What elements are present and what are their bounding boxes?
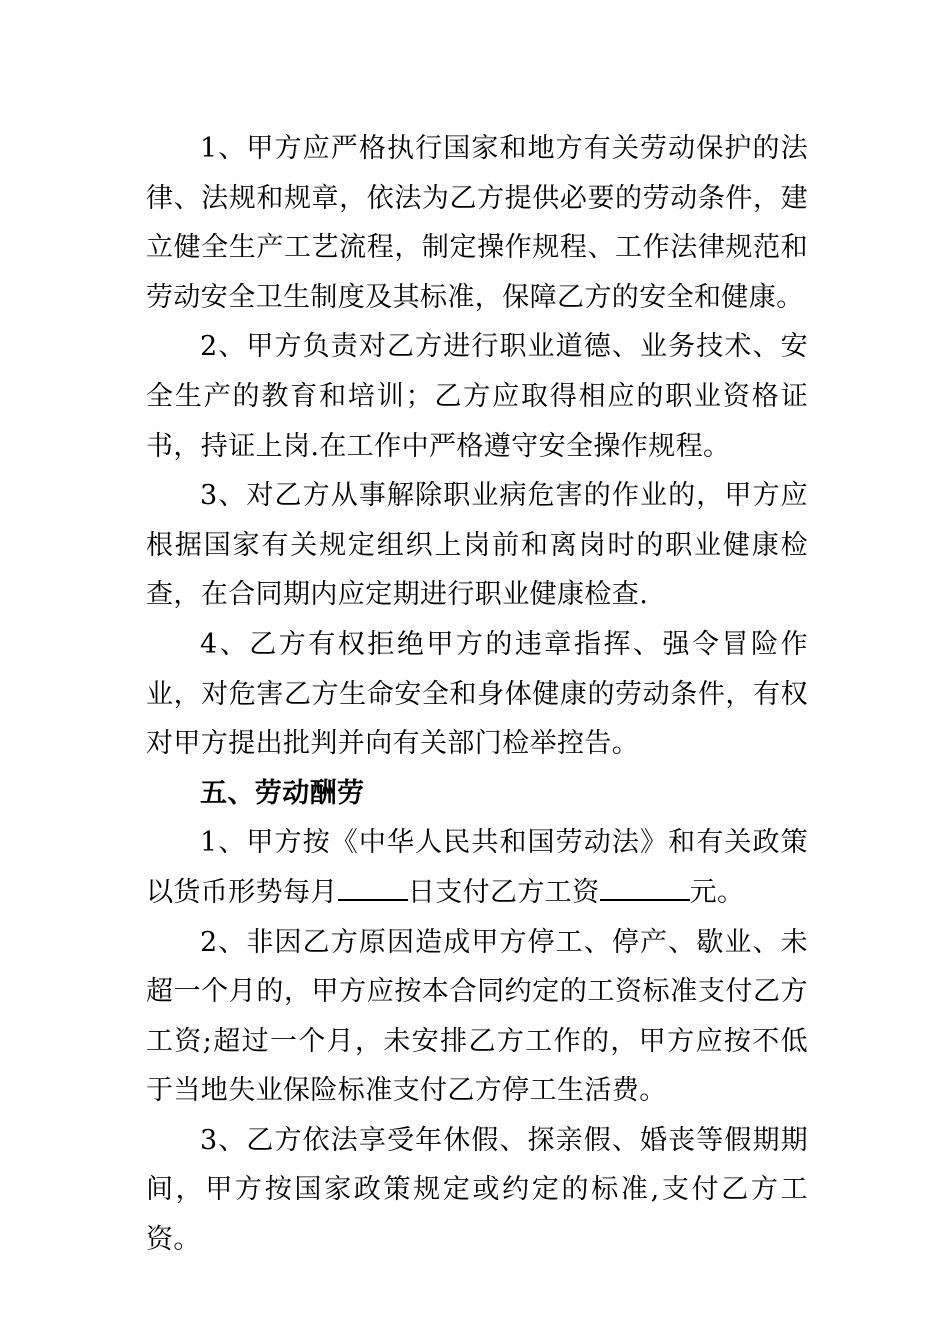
- clause-paragraph-3: 3、对乙方从事解除职业病危害的作业的，甲方应根据国家有关规定组织上岗前和离岗时的职业健康检查，在合同期内应定期进行职业健康检查.: [146, 480, 808, 611]
- pay-clause-text-1: 1、甲方按《中华人民共和国劳动法》和有关政策以货币形势每月: [146, 827, 808, 908]
- clause-paragraph-1: 1、甲方应严格执行国家和地方有关劳动保护的法律、法规和规章，依法为乙方提供必要的劳动条件，建立健全生产工艺流程，制定操作规程、工作法律规范和劳动安全卫生制度及其标准，保障乙方的安全和健康。: [146, 133, 808, 313]
- pay-day-blank: [338, 875, 408, 901]
- clause-paragraph-4: 4、乙方有权拒绝甲方的违章指挥、强令冒险作业，对危害乙方生命安全和身体健康的劳动条件，有权对甲方提出批判并向有关部门检举控告。: [146, 628, 808, 760]
- pay-clause-text-3: 元。: [689, 876, 745, 908]
- document-body: [146, 124, 808, 1265]
- pay-clause-text-2: 日支付乙方工资: [407, 876, 600, 908]
- pay-clause-3: 3、乙方依法享受年休假、探亲假、婚丧等假期期间，甲方按国家政策规定或约定的标准,支付乙方工资。: [146, 1124, 808, 1256]
- pay-clause-1: [146, 818, 808, 917]
- clause-paragraph-2: 2、甲方负责对乙方进行职业道德、业务技术、安全生产的教育和培训；乙方应取得相应的职业资格证书，持证上岗.在工作中严格遵守安全操作规程。: [146, 331, 808, 462]
- pay-amount-blank: [600, 875, 690, 901]
- pay-clause-2: 2、非因乙方原因造成甲方停工、停产、歇业、未超一个月的，甲方应按本合同约定的工资标准支付乙方工资;超过一个月，未安排乙方工作的，甲方应按不低于当地失业保险标准支付乙方停工生活费。: [146, 926, 808, 1107]
- section-heading: 五、劳动酬劳: [200, 777, 365, 809]
